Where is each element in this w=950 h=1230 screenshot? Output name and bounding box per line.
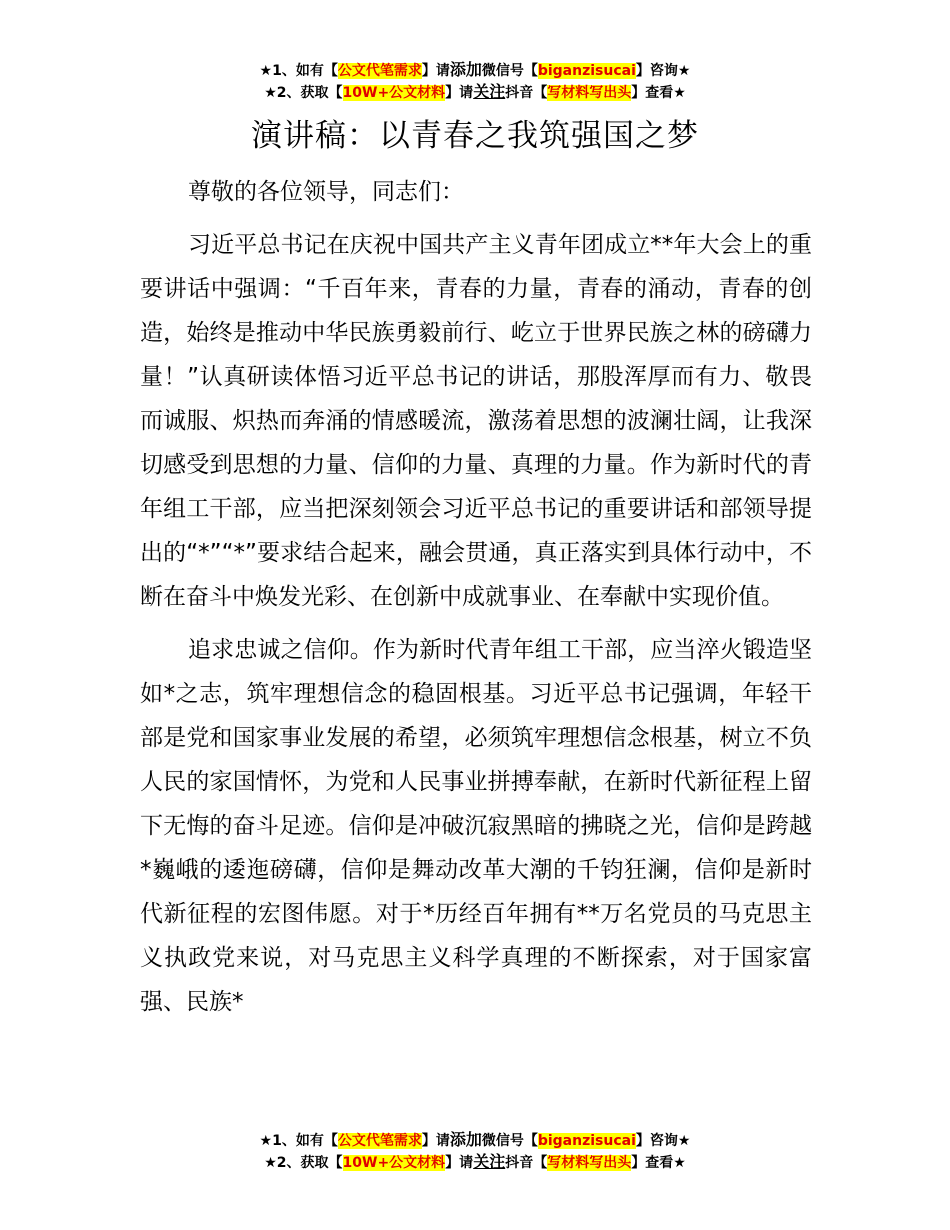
notice-line-2: ★2、获取【10W+公文材料】请关注抖音【写材料写出头】查看★ xyxy=(264,1152,686,1171)
notice-highlight: 写材料写出头 xyxy=(547,85,632,101)
notice-highlight: 10W+公文材料 xyxy=(342,1155,446,1171)
notice-highlight: 写材料写出头 xyxy=(547,1155,632,1171)
notice-highlight: 公文代笔需求 xyxy=(337,1133,422,1149)
notice-highlight: biganzisucai xyxy=(537,63,636,79)
notice-highlight: 公文代笔需求 xyxy=(337,63,422,79)
header-notice xyxy=(0,59,950,103)
notice-line-1: ★1、如有【公文代笔需求】请添加微信号【biganzisucai】咨询★ xyxy=(259,1130,691,1149)
notice-line-2: ★2、获取【10W+公文材料】请关注抖音【写材料写出头】查看★ xyxy=(264,82,686,101)
greeting: 尊敬的各位领导，同志们： xyxy=(188,179,464,205)
document-body xyxy=(140,170,812,1024)
notice-highlight: biganzisucai xyxy=(537,1133,636,1149)
footer-notice xyxy=(0,1129,950,1173)
paragraph: 追求忠诚之信仰。作为新时代青年组工干部，应当淬火锻造坚如*之志，筑牢理想信念的稳固根基。习近平总书记强调，年轻干部是党和国家事业发展的希望，必须筑牢理想信念根基，树立不负人民的家国情怀，为党和人民事业拼搏奉献，在新时代新征程上留下无悔的奋斗足迹。信仰是冲破沉寂黑暗的拂晓之光，信仰是跨越*巍峨的逶迤磅礴，信仰是舞动改革大潮的千钧狂澜，信仰是新时代新征程的宏图伟愿。对于*历经百年拥有**万名党员的马克思主义执政党来说，对马克思主义科学真理的不断探索，对于国家富强、民族* xyxy=(140,637,812,1015)
paragraph: 习近平总书记在庆祝中国共产主义青年团成立**年大会上的重要讲话中强调：“千百年来，青春的力量，青春的涌动，青春的创造，始终是推动中华民族勇毅前行、屹立于世界民族之林的磅礴力量！”认真研读体悟习近平总书记的讲话，那股浑厚而有力、敬畏而诚服、炽热而奔涌的情感暖流，激荡着思想的波澜壮阔，让我深切感受到思想的力量、信仰的力量、真理的力量。作为新时代的青年组工干部，应当把深刻领会习近平总书记的重要讲话和部领导提出的“*”“*”要求结合起来，融会贯通，真正落实到具体行动中，不断在奋斗中焕发光彩、在创新中成就事业、在奉献中实现价值。 xyxy=(140,232,812,610)
notice-line-1: ★1、如有【公文代笔需求】请添加微信号【biganzisucai】咨询★ xyxy=(259,60,691,79)
document-title: 演讲稿：以青春之我筑强国之梦 xyxy=(251,118,699,154)
notice-highlight: 10W+公文材料 xyxy=(342,85,446,101)
